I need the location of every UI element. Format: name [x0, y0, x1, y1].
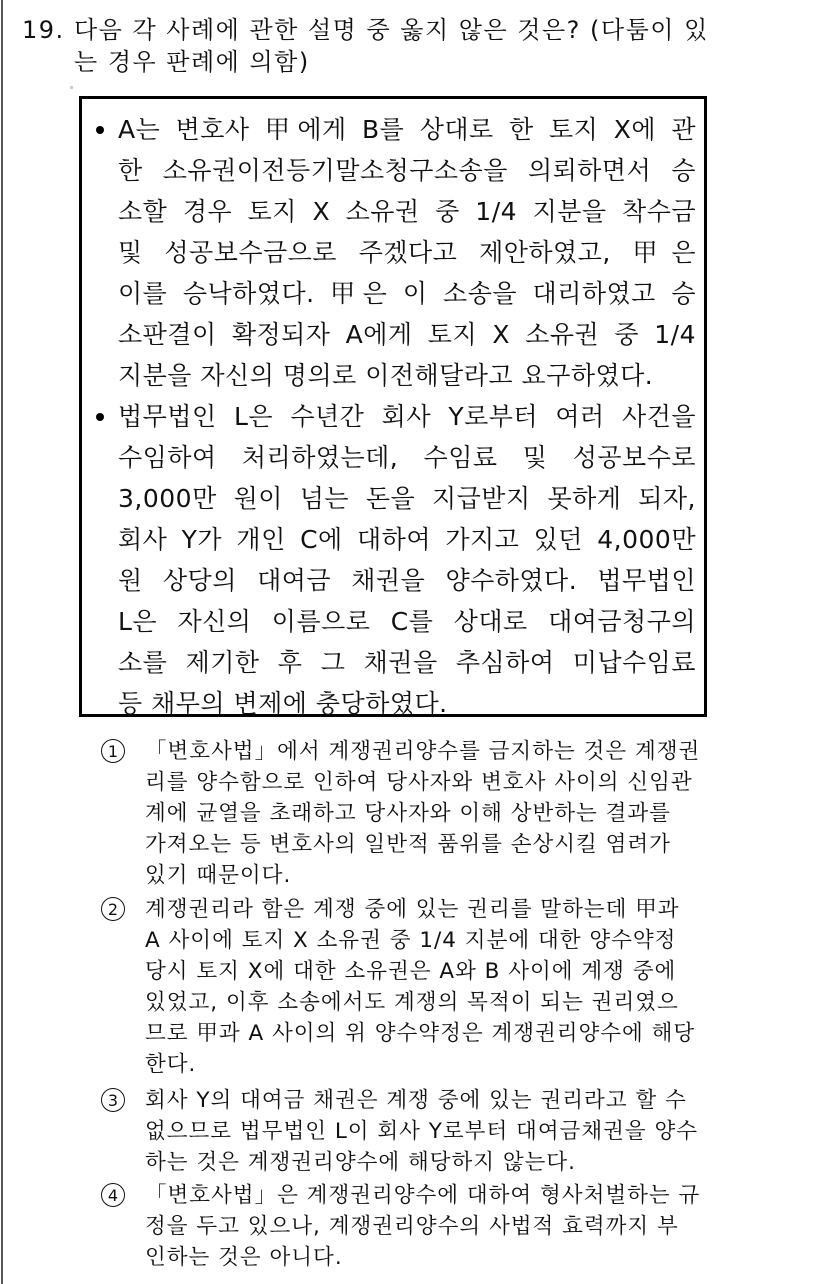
case-item: [90, 396, 696, 724]
case-line: 등 채무의 변제에 충당하였다.: [118, 689, 448, 718]
question-text-line: 는 경우 판례에 의함): [74, 48, 310, 76]
case-line: 원 상당의 대여금 채권을 양수하였다. 법무법인: [118, 566, 696, 595]
option-line: 한다.: [145, 1052, 197, 1077]
bullet-icon: [96, 413, 104, 421]
option-line: 가져오는 등 변호사의 일반적 품위를 손상시킬 염려가: [145, 832, 671, 857]
case-line: 회사 Y가 개인 C에 대하여 가지고 있던 4,000만: [118, 525, 696, 554]
case-line: 지분을 자신의 명의로 이전해달라고 요구하였다.: [118, 361, 654, 390]
case-line: 소를 제기한 후 그 채권을 추심하여 미납수임료: [118, 648, 696, 677]
case-line: 법무법인 L은 수년간 회사 Y로부터 여러 사건을: [118, 402, 696, 431]
question-number: 19.: [22, 16, 65, 44]
option-line: 하는 것은 계쟁권리양수에 해당하지 않는다.: [145, 1150, 577, 1175]
option-line: 없으므로 법무법인 L이 회사 Y로부터 대여금채권을 양수: [145, 1119, 699, 1144]
case-line: 이를 승낙하였다. 甲은 이 소송을 대리하였고 승: [118, 279, 696, 308]
option-line: 회사 Y의 대여금 채권은 계쟁 중에 있는 권리라고 할 수: [145, 1088, 687, 1113]
circled-number-icon: 2: [101, 897, 125, 921]
option-4[interactable]: [101, 1180, 781, 1273]
option-line: A 사이에 토지 X 소유권 중 1/4 지분에 대한 양수약정: [145, 928, 677, 953]
option-line: 인하는 것은 아니다.: [145, 1245, 343, 1270]
option-line: 리를 양수함으로 인하여 당사자와 변호사 사이의 신임관: [145, 770, 693, 795]
page-left-border: [1, 0, 3, 1284]
option-line: 계에 균열을 초래하고 당사자와 이해 상반하는 결과를: [145, 801, 671, 826]
bullet-icon: [96, 126, 104, 134]
option-line: 「변호사법」은 계쟁권리양수에 대하여 형사처벌하는 규: [145, 1183, 701, 1208]
case-line: 소판결이 확정되자 A에게 토지 X 소유권 중 1/4: [118, 320, 696, 349]
circled-number-icon: 1: [101, 739, 125, 763]
case-line: L은 자신의 이름으로 C를 상대로 대여금청구의: [118, 607, 696, 636]
circled-number-icon: 3: [101, 1088, 125, 1112]
option-3[interactable]: [101, 1085, 781, 1178]
option-line: 「변호사법」에서 계쟁권리양수를 금지하는 것은 계쟁권: [145, 739, 701, 764]
scan-artifact-mark: [70, 86, 73, 89]
option-line: 당시 토지 X에 대한 소유권은 A와 B 사이에 계쟁 중에: [145, 959, 677, 984]
question-text-line: 다음 각 사례에 관한 설명 중 옳지 않은 것은? (다툼이 있: [74, 16, 709, 44]
case-line: 수임하여 처리하였는데, 수임료 및 성공보수로: [118, 443, 696, 472]
case-box: [79, 96, 707, 717]
option-line: 므로 甲과 A 사이의 위 양수약정은 계쟁권리양수에 해당: [145, 1021, 696, 1046]
option-1[interactable]: [101, 736, 781, 891]
question-text: [74, 14, 812, 78]
option-line: 정을 두고 있으나, 계쟁권리양수의 사법적 효력까지 부: [145, 1214, 679, 1239]
option-line: 계쟁권리라 함은 계쟁 중에 있는 권리를 말하는데 甲과: [145, 897, 680, 922]
case-item: [90, 109, 696, 396]
case-line: 3,000만 원이 넘는 돈을 지급받지 못하게 되자,: [118, 484, 696, 513]
question-stem: [22, 14, 812, 78]
option-line: 있기 때문이다.: [145, 863, 292, 888]
case-line: 한 소유권이전등기말소청구소송을 의뢰하면서 승: [118, 156, 696, 185]
case-line: 및 성공보수금으로 주겠다고 제안하였고, 甲은: [118, 238, 696, 267]
case-line: A는 변호사 甲에게 B를 상대로 한 토지 X에 관: [118, 115, 696, 144]
case-line: 소할 경우 토지 X 소유권 중 1/4 지분을 착수금: [118, 197, 696, 226]
option-line: 있었고, 이후 소송에서도 계쟁의 목적이 되는 권리였으: [145, 990, 679, 1015]
option-2[interactable]: [101, 894, 781, 1080]
circled-number-icon: 4: [101, 1183, 125, 1207]
